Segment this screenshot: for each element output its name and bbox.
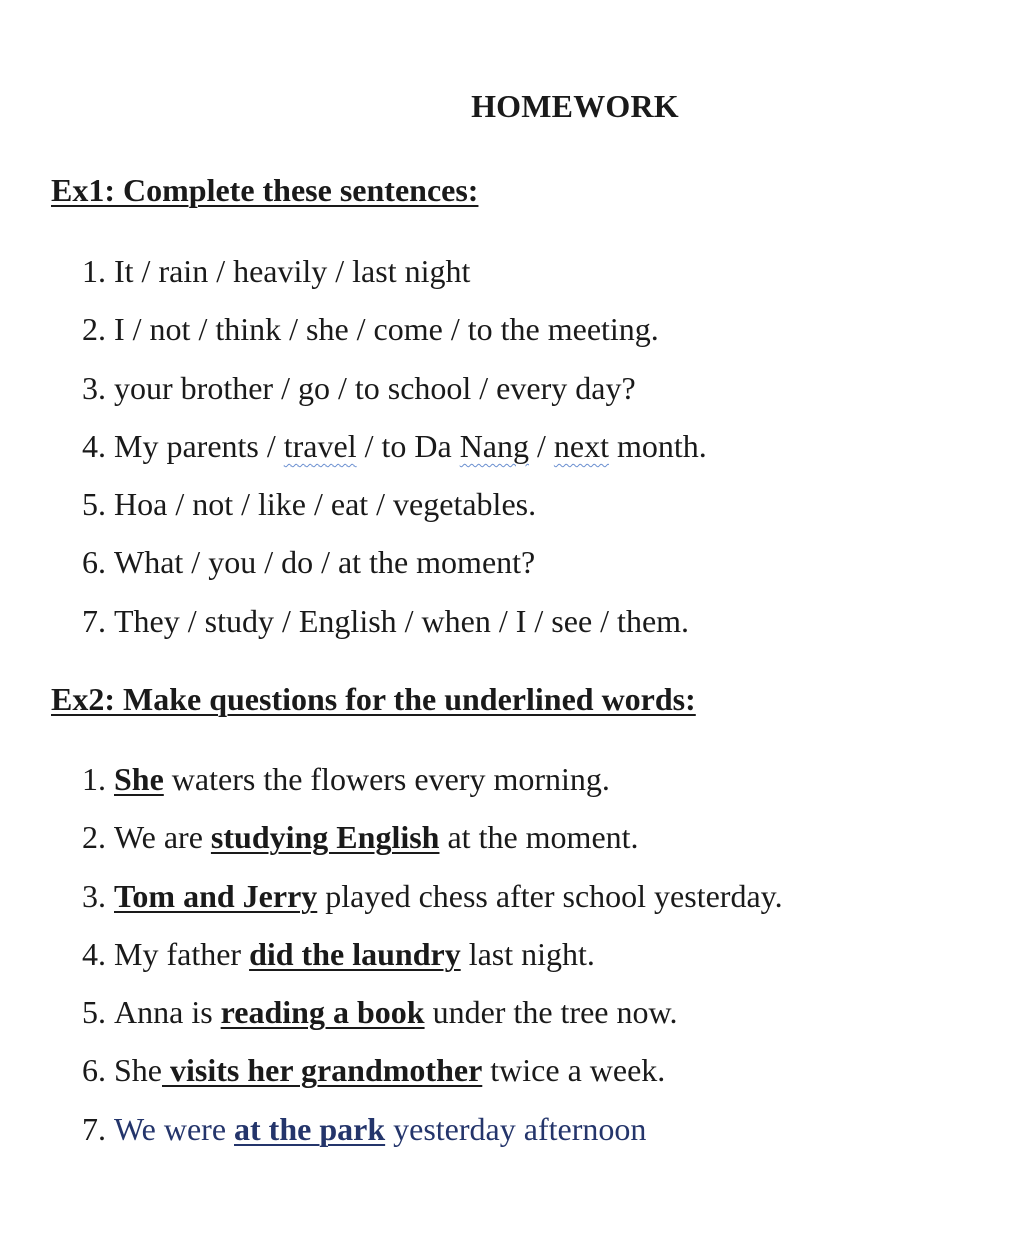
item-number: 7. — [82, 602, 106, 639]
list-item — [82, 1110, 783, 1168]
item-text-part: / — [529, 427, 554, 464]
exercise-2-heading: Ex2: Make questions for the underlined words: — [51, 681, 696, 717]
list-item — [82, 310, 707, 368]
list-item — [82, 935, 783, 993]
list-item — [82, 993, 783, 1051]
list-item — [82, 485, 707, 543]
item-number: 1. — [82, 253, 106, 289]
spellcheck-word[interactable]: travel — [283, 427, 357, 464]
item-number: 6. — [82, 544, 106, 581]
list-item — [82, 543, 707, 601]
item-number: 5. — [82, 486, 106, 523]
item-number: 6. — [82, 1052, 106, 1089]
exercise-1-list — [82, 252, 707, 660]
item-text-before: We were — [114, 1110, 235, 1147]
item-text: They / study / English / when / I / see / them. — [114, 602, 690, 639]
item-text-after: waters the flowers every morning. — [163, 761, 610, 797]
item-text-after: last night. — [460, 935, 595, 972]
item-text-part: My parents / — [114, 427, 284, 464]
underlined-words: at the park — [234, 1110, 386, 1147]
list-item — [82, 427, 707, 485]
exercise-1-heading: Ex1: Complete these sentences: — [51, 172, 479, 208]
list-item — [82, 252, 707, 310]
item-text: What / you / do / at the moment? — [114, 544, 536, 581]
exercise-2-list — [82, 760, 783, 1168]
item-text-after: played chess after school yesterday. — [317, 877, 783, 914]
page-title: HOMEWORK — [471, 88, 679, 124]
item-text-before: My father — [114, 935, 250, 972]
item-number: 4. — [82, 935, 106, 972]
underlined-words: She — [114, 761, 164, 797]
item-number: 3. — [82, 369, 106, 406]
item-text: your brother / go / to school / every day? — [114, 369, 636, 406]
underlined-words: reading a book — [220, 994, 425, 1031]
item-text-before: We are — [114, 819, 211, 856]
list-item — [82, 760, 783, 818]
list-item — [82, 877, 783, 935]
underlined-words: did the laundry — [249, 935, 461, 972]
spellcheck-word[interactable]: next — [553, 427, 609, 464]
item-text-after: at the moment. — [439, 819, 639, 856]
list-item — [82, 818, 783, 876]
item-text-before: She — [114, 1052, 162, 1089]
spellcheck-word[interactable]: Nang — [459, 427, 529, 464]
item-text-part: month. — [608, 427, 707, 464]
underlined-words: studying English — [210, 819, 440, 856]
underlined-words: Tom and Jerry — [114, 877, 318, 914]
item-text-after: under the tree now. — [424, 994, 678, 1031]
item-text-before: Anna is — [114, 994, 221, 1031]
item-number: 7. — [82, 1110, 106, 1147]
item-number: 5. — [82, 994, 106, 1031]
list-item — [82, 369, 707, 427]
item-text: It / rain / heavily / last night — [114, 253, 471, 289]
item-text: Hoa / not / like / eat / vegetables. — [114, 486, 537, 523]
item-number: 4. — [82, 427, 106, 464]
item-number: 1. — [82, 761, 106, 797]
item-text-after: twice a week. — [482, 1052, 666, 1089]
underlined-words: visits her grandmother — [162, 1052, 483, 1089]
list-item — [82, 1051, 783, 1109]
list-item — [82, 602, 707, 660]
item-number: 2. — [82, 311, 106, 348]
item-number: 3. — [82, 877, 106, 914]
item-text: I / not / think / she / come / to the meeting. — [114, 311, 659, 348]
item-text-part: / to Da — [356, 427, 460, 464]
item-text-after: yesterday afternoon — [385, 1110, 647, 1147]
item-number: 2. — [82, 819, 106, 856]
